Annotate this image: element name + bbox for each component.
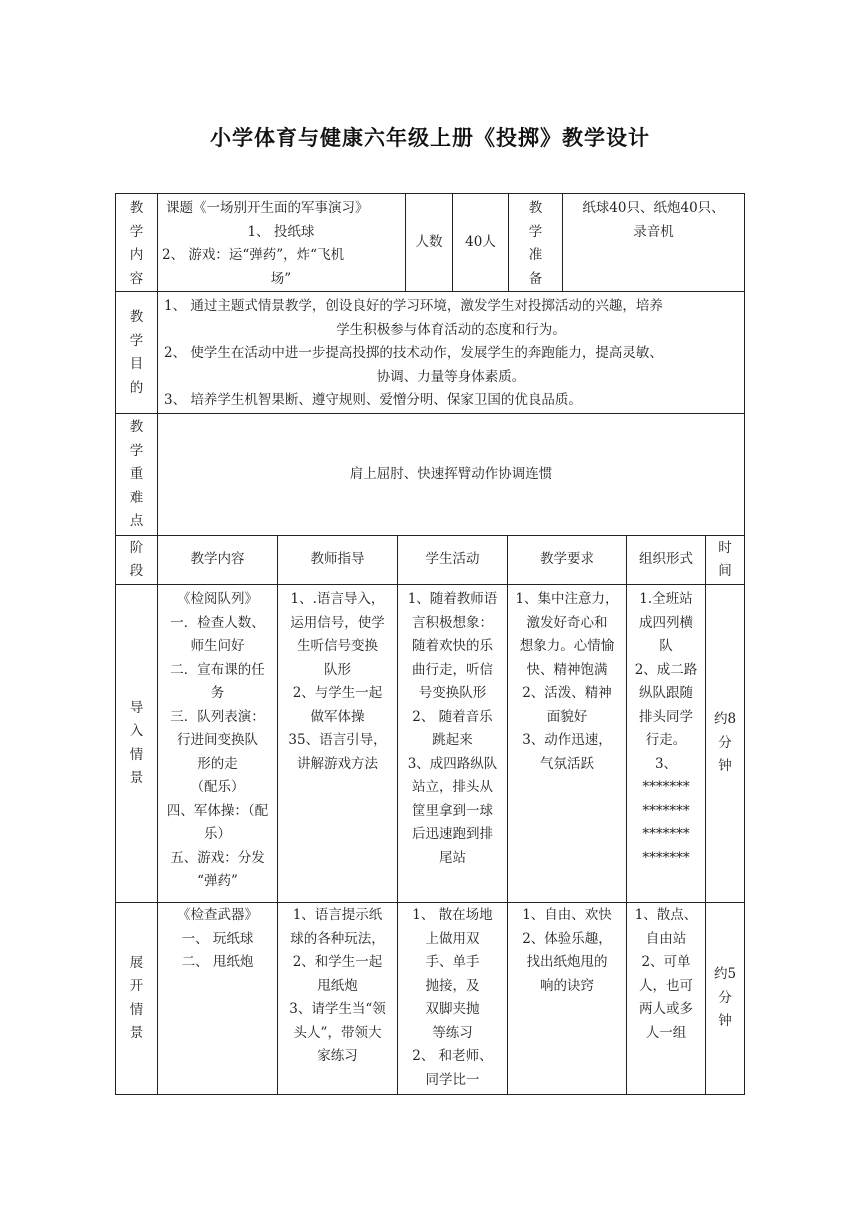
header-stage: 阶 段	[129, 539, 144, 579]
intro-teacher: 1、.语言导入， 运用信号，使学 生听信号变换 队形 2、与学生一起 做军体操 35、语言引导， 讲解游戏方法	[288, 591, 387, 772]
label-teaching-goals: 教 学 目 的	[129, 309, 144, 396]
intro-student: 1、随着教师语 言积极想象： 随着欢快的乐 曲行走，听信 号变换队形 2、 随着音乐 跳起来 3、成四路纵队 站立，排头从 筐里拿到一球 后迅速跑到排 尾站	[407, 591, 498, 866]
lesson-topic: 课题《一场别开生面的军事演习》 1、 投纸球 2、 游戏：运“弹药”，炸“飞机 场”	[162, 200, 369, 287]
label-teaching-prep: 教 学 准 备	[528, 200, 543, 287]
key-difficulty: 肩上屈肘、快速挥臂动作协调连惯	[349, 465, 553, 482]
header-content: 教学内容	[190, 551, 245, 568]
header-requirements: 教学要求	[540, 551, 594, 568]
label-key-difficulty: 教 学 重 难 点	[129, 419, 144, 529]
intro-content: 《检阅队列》 一．检查人数、 师生问好 二．宣布课的任 务 三．队列表演： 行进间变换队 形的走 （配乐） 四、军体操：（配 乐） 五、游戏：分发 “弹药”	[166, 591, 269, 889]
page-title: 小学体育与健康六年级上册《投掷》教学设计	[210, 125, 650, 150]
intro-requirements: 1、集中注意力， 激发好奇心和 想象力。心情愉 快、精神饱满 2、活泼、精神 面貌好 3、动作迅速， 气氛活跃	[515, 591, 619, 772]
header-student: 学生活动	[425, 551, 480, 568]
people-count: 40人	[465, 233, 496, 250]
expand-requirements: 1、自由、欢快 2、体验乐趣， 找出纸炮甩的 响的诀窍	[522, 907, 612, 994]
expand-organization: 1、散点、 自由站 2、可单 人，也可 两人或多 人一组	[634, 907, 698, 1041]
intro-time: 约8 分 钟	[713, 711, 737, 775]
expand-time: 约5 分 钟	[713, 966, 737, 1030]
header-time: 时 间	[718, 539, 732, 579]
intro-organization: 1.全班站 成四列横 队 2、成二路 纵队跟随 排头同学 行走。 3、 ******* ******* ******* *******	[634, 591, 698, 866]
teaching-prep-items: 纸球40只、纸炮40只、 录音机	[582, 200, 725, 240]
header-organization: 组织形式	[639, 551, 693, 568]
expand-stage: 展 开 情 景	[129, 954, 144, 1041]
expand-content: 《检查武器》 一、 玩纸球 二、 甩纸炮	[177, 907, 258, 970]
label-teaching-content: 教 学 内 容	[129, 200, 144, 287]
expand-teacher: 1、语言提示纸 球的各种玩法， 2、和学生一起 甩纸炮 3、请学生当“领 头人”，带领大 家练习	[289, 907, 386, 1064]
expand-student: 1、 散在场地 上做用双 手、单手 抛接，及 双脚夹抛 等练习 2、 和老师、 同学比一	[412, 907, 493, 1088]
label-people: 人数	[415, 233, 443, 250]
intro-stage: 导 入 情 景	[129, 699, 144, 786]
header-teacher: 教师指导	[310, 551, 365, 568]
teaching-goals: 1、 通过主题式情景教学，创设良好的学习环境，激发学生对投掷活动的兴趣，培养 学生积极参与体育活动的态度和行为。 2、 使学生在活动中进一步提高投掷的技术动作，发展学生的奔跑能力，提高灵敏、 协调、力量等身体素质。 3、 培养学生机智果断、遵守规则、爱憎分明、保家卫国的优良品质。	[164, 298, 663, 408]
